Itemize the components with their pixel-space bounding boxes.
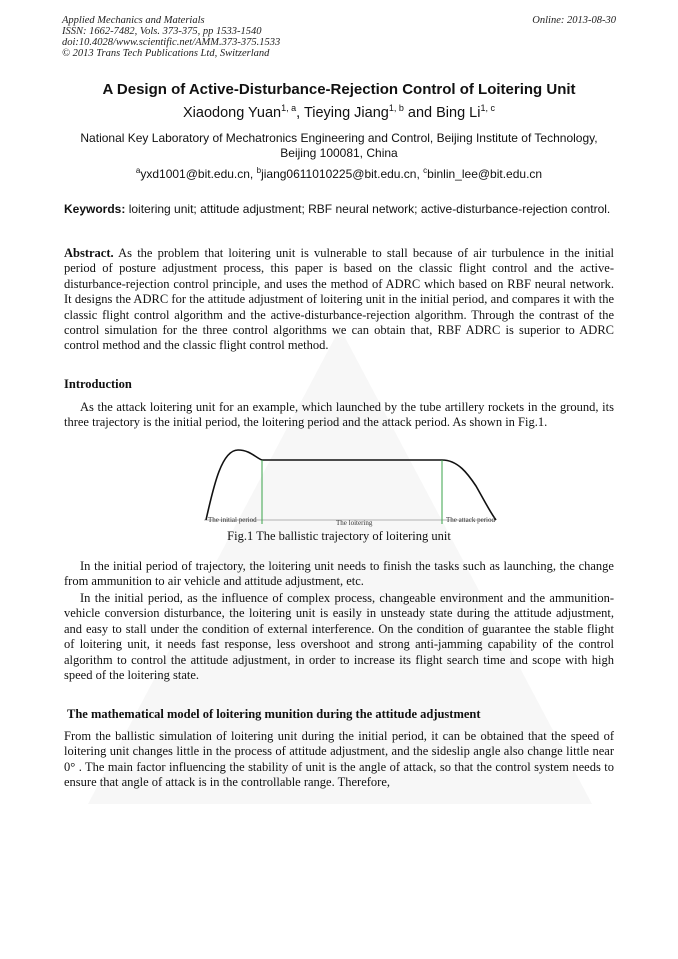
author-name: Xiaodong Yuan (183, 105, 282, 121)
trajectory-figure (196, 444, 502, 534)
figure-label-attack: The attack period (446, 516, 495, 524)
author-name: Tieying Jiang (303, 105, 389, 121)
journal-meta (62, 15, 280, 59)
email-address: jiang0611010225@bit.edu.cn, (261, 167, 424, 181)
figure-caption: Fig.1 The ballistic trajectory of loitering unit (227, 529, 451, 543)
author-separator: and (403, 105, 437, 121)
author-list (40, 103, 638, 121)
figure-label-loitering: The loitering (336, 519, 373, 527)
affiliation: National Key Laboratory of Mechatronics Engineering and Control, Beijing Institute of Technology, Beijing 100081, China (80, 131, 598, 160)
email-list (40, 166, 638, 181)
email-mark: a (135, 166, 141, 175)
email-mark: c (423, 166, 428, 175)
paragraph: In the initial period, as the influence of complex process, changeable environment and the ammunition-vehicle conversion disturbance, the loitering unit is easily in unsteady state during the attitude adjustment, and easy to stall under the condition of external interference. On the condition of guarantee the stable flight of loitering unit, it needs fast response, less overshoot and strong anti-jamming capability of the control algorithm to control the attitude adjustment, in order to increase its flight search time and scope with high speed of the loitering state. (64, 591, 614, 683)
online-date: Online: 2013-08-30 (532, 15, 616, 26)
section-heading-introduction: Introduction (64, 377, 132, 391)
abstract-label: Abstract. (64, 246, 114, 260)
email-address: binlin_lee@bit.edu.cn (427, 167, 543, 181)
author-affil-mark: 1, c (480, 103, 495, 113)
journal-issn: ISSN: 1662-7482, Vols. 373-375, pp 1533-1540 (62, 26, 262, 37)
paragraph: As the attack loitering unit for an example, which launched by the tube artillery rockets in the ground, its three trajectory is the initial period, the loitering period and the attack period. As shown in Fig.1. (64, 400, 614, 430)
trajectory-curve (206, 450, 496, 520)
keywords-label: Keywords: (64, 202, 126, 216)
section-heading-math-model: The mathematical model of loitering munition during the attitude adjustment (67, 707, 481, 721)
author-separator: , (296, 105, 304, 121)
author-affil-mark: 1, a (281, 103, 297, 113)
paragraph: In the initial period of trajectory, the loitering unit needs to finish the tasks such as launching, the change from ammunition to air vehicle and attitude adjustment, etc. (64, 559, 614, 589)
email-address: yxd1001@bit.edu.cn, (140, 167, 257, 181)
journal-doi: doi:10.4028/www.scientific.net/AMM.373-375.1533 (62, 37, 281, 48)
paper-title: A Design of Active-Disturbance-Rejection Control of Loitering Unit (102, 81, 576, 98)
abstract (64, 246, 614, 354)
keywords-text: loitering unit; attitude adjustment; RBF neural network; active-disturbance-rejection control. (125, 202, 611, 216)
journal-name: Applied Mechanics and Materials (62, 15, 205, 26)
email-mark: b (256, 166, 262, 175)
keywords (64, 202, 614, 217)
author-affil-mark: 1, b (388, 103, 404, 113)
paragraph: From the ballistic simulation of loitering unit during the initial period, it can be obtained that the speed of loitering unit changes little in the process of attitude adjustment, and the sideslip angle also change little near 0° . The main factor influencing the stability of unit is the angle of attack, so that the control system needs to ensure that angle of attack is in the controllable range. Therefore, (64, 729, 614, 790)
abstract-text: As the problem that loitering unit is vulnerable to stall because of air turbulence in the initial period of posture adjustment process, this paper is based on the classic flight control and the active-disturbance-rejection control principle, and uses the method of ADRC which based on RBF neural network. It designs the ADRC for the attitude adjustment of loitering unit in the initial period, and compares it with the classic flight control algorithm and the active-disturbance-rejection algorithm. Through the contrast of the control simulation for the three control algorithms we can obtain that, RBF ADRC is superior to ADRC control method and the classic flight control method. (64, 246, 614, 353)
journal-copyright: © 2013 Trans Tech Publications Ltd, Switzerland (62, 48, 270, 59)
author-name: Bing Li (436, 105, 481, 121)
figure-label-initial: The initial period (208, 516, 257, 524)
